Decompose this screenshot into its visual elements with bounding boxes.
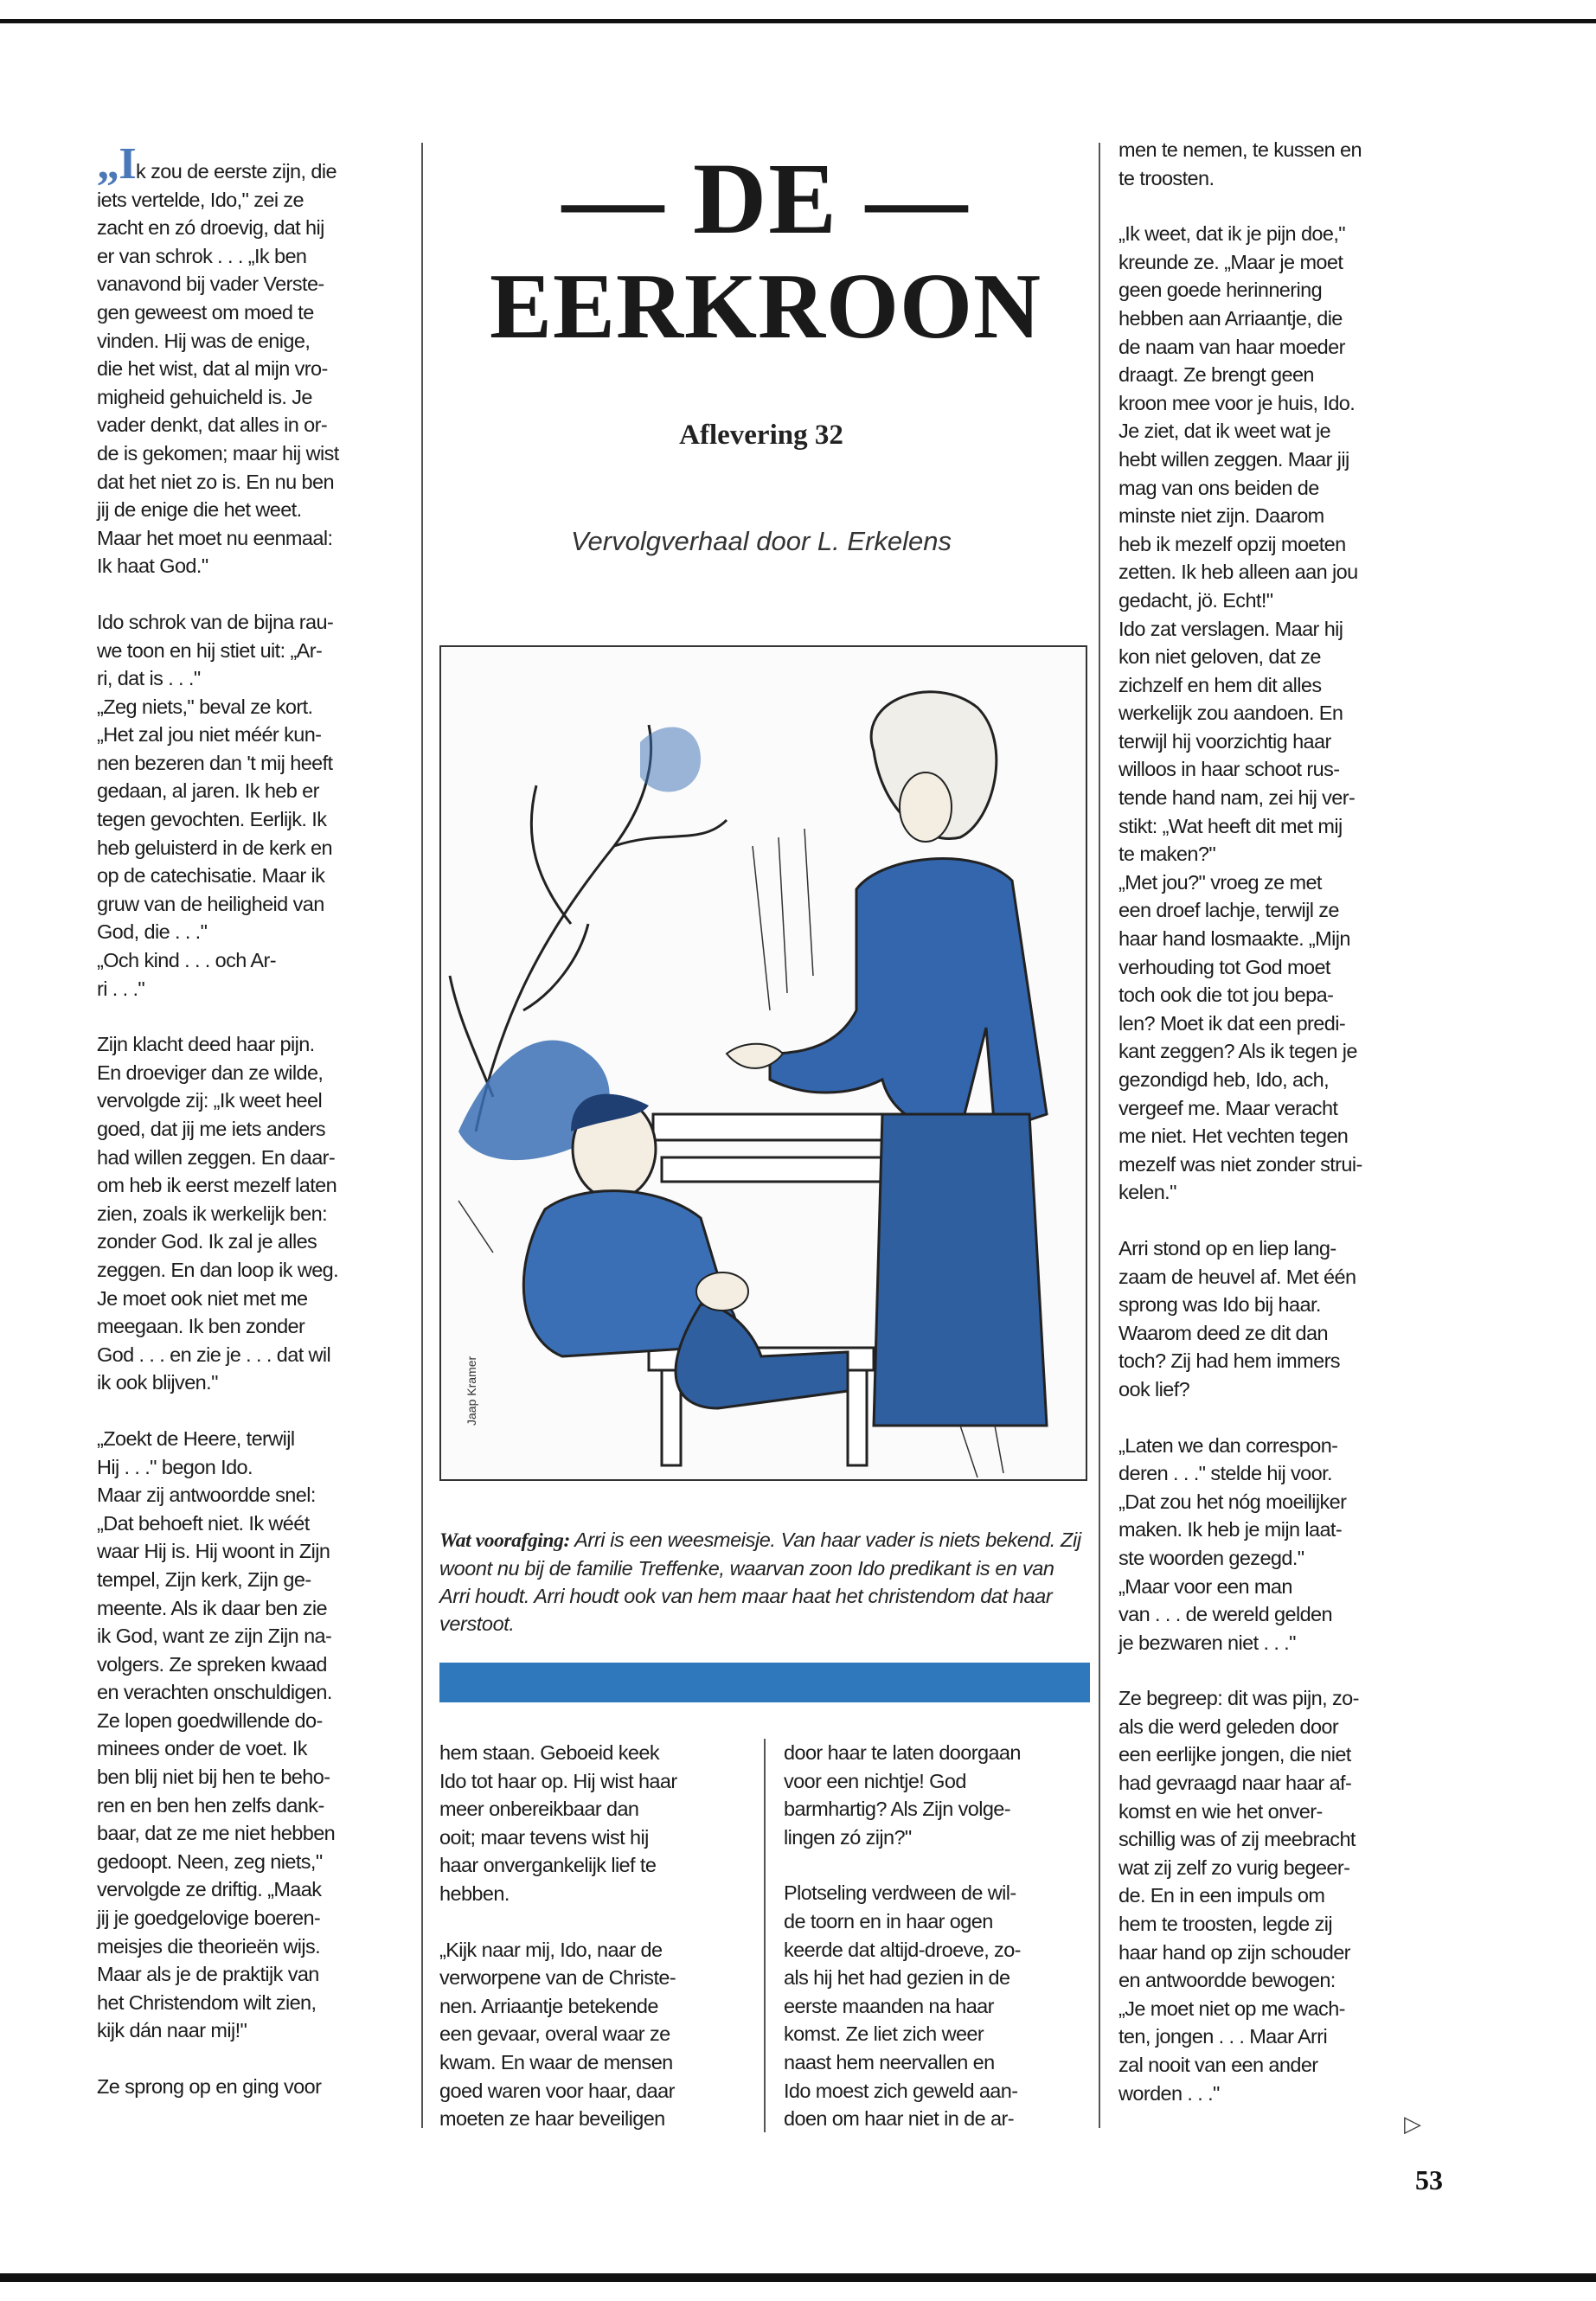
top-rule (0, 19, 1596, 23)
drop-cap: „I (97, 139, 137, 189)
column-1 (97, 139, 417, 2129)
title-line-1: — DE — (561, 142, 970, 255)
column-2 (439, 1739, 760, 2161)
episode-label: Aflevering 32 (679, 420, 843, 451)
recap-box (439, 1526, 1084, 1638)
article-title (415, 142, 1116, 363)
paragraph: Zijn klacht deed haar pijn. En droeviger dan ze wilde, vervolgde zij: „Ik weet heel goed, dat jij me iets anders had willen zeggen. En daar- om heb ik eerst mezelf laten zien, zoals ik werkelijk ben: zonder God. Ik zal je alles zeggen. En dan loop ik weg. Je moet ook niet met me meegaan. Ik ben zonder God . . . en zie je . . . dat wil ik ook blijven." (97, 1033, 339, 1394)
paragraph: Arri stond op en liep lang- zaam de heuvel af. Met één sprong was Ido bij haar. Waarom deed ze dit dan toch? Zij had hem immers ook lief? (1118, 1236, 1356, 1400)
recap-text: Arri is een weesmeisje. Van haar vader is niets bekend. Zij woont nu bij de familie Treffenke, waarvan zoon Ido predikant is en van Arri houdt. Arri houdt ook van hem maar haat het christendom dat haar verstoot. (439, 1529, 1081, 1635)
column-divider (1099, 143, 1100, 2128)
paragraph: „Zoekt de Heere, terwijl Hij . . ." begon Ido. Maar zij antwoordde snel: „Dat behoeft niet. Ik wéét waar Hij is. Hij woont in Zijn tempel, Zijn kerk, Zijn ge- meente. Als ik daar ben zie ik God, want ze zijn Zijn na- volgers. Ze spreken kwaad en verachten onschuldigen. Ze lopen goedwillende do- minees onder de voet. Ik ben blij niet bij hen te beho- ren en ben hen zelfs dank- baar, dat ze me niet hebben gedoopt. Neen, zeg niets," vervolgde ze driftig. „Maak jij je goedgelovige boeren- meisjes die theorieën wijs. Maar als je de praktijk van het Christendom wilt zien, kijk dán naar mij!" (97, 1426, 336, 2042)
paragraph: Ze sprong op en ging voor (97, 2075, 322, 2098)
recap-label: Wat voorafging: (439, 1529, 570, 1552)
paragraph: hem staan. Geboeid keek Ido tot haar op. Hij wist haar meer onbereikbaar dan ooit; maar tevens wist hij haar onvergankelijk lief te hebben. (439, 1741, 677, 1905)
title-line-2: EERKROON (489, 255, 1042, 358)
paragraph: Ido schrok van de bijna rau- we toon en hij stiet uit: „Ar- ri, dat is . . ." „Zeg niets," beval ze kort. „Het zal jou niet méér kun- nen bezeren dan 't mij heeft gedaan, al jaren. Ik heb er tegen gevochten. Eerlijk. Ik heb geluisterd in de kerk en op de catechisatie. Maar ik gruw van de heiligheid van God, die . . ." „Och kind . . . och Ar- ri . . ." (97, 610, 334, 1000)
illustration-drawing (441, 647, 1086, 1479)
page-number: 53 (1415, 2164, 1443, 2195)
column-divider (764, 1739, 766, 2132)
paragraph: „Kijk naar mij, Ido, naar de verworpene van de Christe- nen. Arriaantje betekende een gevaar, overal waar ze kwam. En waar de mensen goed waren voor haar, daar moeten ze haar beveiligen (439, 1938, 676, 2131)
paragraph: door haar te laten doorgaan voor een nichtje! God barmhartig? Als Zijn volge- lingen zó zijn?" (784, 1741, 1021, 1849)
column-3 (784, 1739, 1091, 2161)
paragraph-text: k zou de eerste zijn, die iets vertelde, Ido," zei ze zacht en zó droevig, dat hij er van schrok . . . „Ik ben vanavond bij vader Verste- gen geweest om moed te vinden. Hij was de enige, die het wist, dat al mijn vro- migheid gehuicheld is. Je vader denkt, dat alles in or- de is gekomen; maar hij wist dat het niet zo is. En nu ben jij de enige die het weet. Maar het moet nu eenmaal: Ik haat God." (97, 160, 339, 578)
paragraph (97, 139, 417, 580)
accent-bar (439, 1663, 1090, 1702)
bottom-rule (0, 2273, 1596, 2282)
continue-arrow-icon: ▷ (1404, 2111, 1421, 2137)
standing-woman-figure (727, 692, 1047, 1426)
paragraph: Plotseling verdween de wil- de toorn en in haar ogen keerde dat altijd-droeve, zo- als hij het had gezien in de eerste maanden na haar komst. Ze liet zich weer naast hem neervallen en Ido moest zich geweld aan- doen om haar niet in de ar- (784, 1881, 1021, 2131)
paragraph: „Ik weet, dat ik je pijn doe," kreunde ze. „Maar je moet geen goede herinnering hebben aan Arriaantje, die de naam van haar moeder draagt. Ze brengt geen kroon mee voor je huis, Ido. Je ziet, dat ik weet wat je hebt willen zeggen. Maar jij mag van ons beiden de minste niet zijn. Daarom heb ik mezelf opzij moeten zetten. Ik heb alleen aan jou gedacht, jö. Echt!" Ido zat verslagen. Maar hij kon niet geloven, dat ze zichzelf en hem dit alles werkelijk zou aandoen. En terwijl hij voorzichtig haar willoos in haar schoot rus- tende hand nam, zei hij ver- stikt: „Wat heeft dit met mij te maken?" „Met jou?" vroeg ze met een droef lachje, terwijl ze haar hand losmaakte. „Mijn verhouding tot God moet toch ook die tot jou bepa- len? Moet ik dat een predi- kant zeggen? Als ik tegen je gezondigd heb, Ido, ach, vergeef me. Maar veracht me niet. Het vechten tegen mezelf was niet zonder strui- kelen." (1118, 222, 1362, 1204)
paragraph: „Laten we dan correspon- deren . . ." stelde hij voor. „Dat zou het nóg moeilijker maken. Ik heb je mijn laat- ste woorden gezegd." „Maar voor een man van . . . de wereld gelden je bezwaren niet . . ." (1118, 1433, 1347, 1654)
column-4 (1118, 136, 1447, 2135)
paragraph: men te nemen, te kussen en te troosten. (1118, 138, 1362, 189)
paragraph: Ze begreep: dit was pijn, zo- als die werd geleden door een eerlijke jongen, die niet had gevraagd naar haar af- komst en wie het onver- schillig was of zij meebracht wat zij zelf zo vurig begeer- de. En in een impuls om hem te troosten, legde zij haar hand op zijn schouder en antwoordde bewogen: „Je moet niet op me wach- ten, jongen . . . Maar Arri zal nooit van een ander worden . . ." (1118, 1687, 1359, 2105)
column-divider (421, 143, 423, 2128)
byline: Vervolgverhaal door L. Erkelens (571, 526, 952, 556)
illustration-signature: Jaap Kramer (465, 1356, 478, 1426)
illustration (439, 645, 1087, 1481)
